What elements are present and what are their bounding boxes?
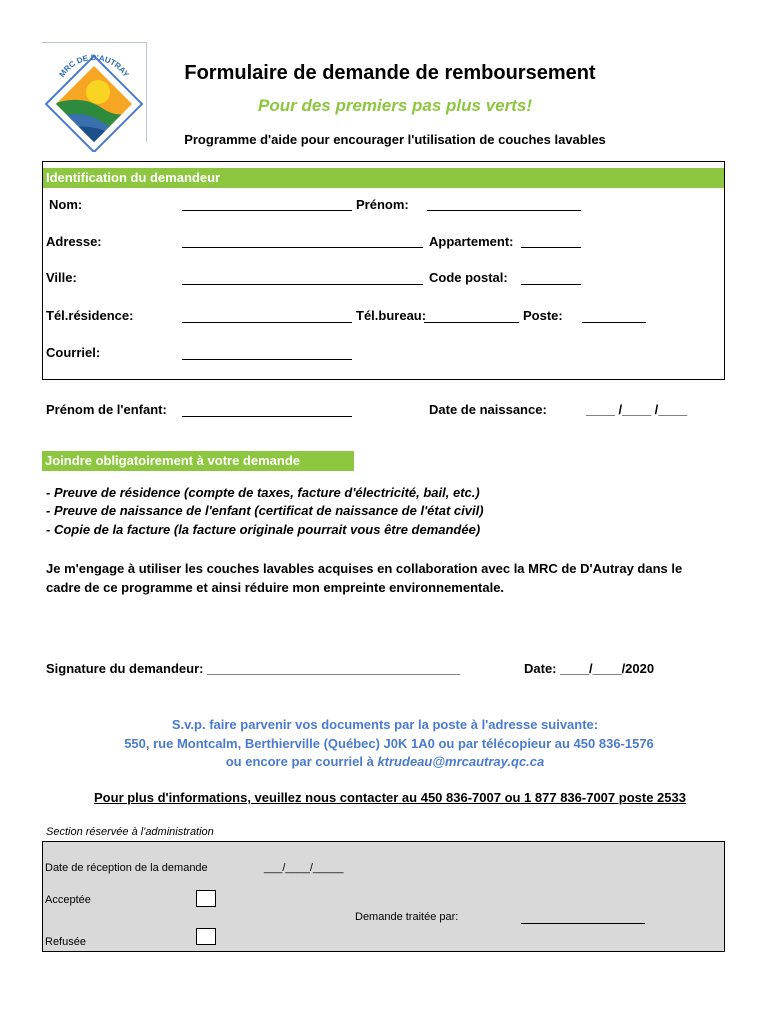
program-description: Programme d'aide pour encourager l'utilisation de couches lavables	[184, 132, 606, 147]
tel-bureau-field[interactable]	[424, 322, 519, 323]
tel-bureau-label: Tél.bureau:	[356, 308, 427, 323]
code-postal-field[interactable]	[521, 284, 581, 285]
attach-item-naissance: - Preuve de naissance de l'enfant (certificat de naissance de l'état civil)	[46, 503, 484, 518]
send-line-2: 550, rue Montcalm, Berthierville (Québec) J0K 1A0 ou par télécopieur au 450 836-1576	[124, 736, 654, 751]
appartement-label: Appartement:	[429, 234, 514, 249]
attach-header: Joindre obligatoirement à votre demande	[42, 451, 354, 471]
identification-header: Identification du demandeur	[43, 168, 724, 188]
adresse-field[interactable]	[182, 247, 423, 248]
date-naissance-label: Date de naissance:	[429, 402, 547, 417]
traitee-par-label: Demande traitée par:	[355, 911, 459, 923]
email-link[interactable]: ktrudeau@mrcautray.qc.ca	[377, 754, 545, 769]
more-info: Pour plus d'informations, veuillez nous contacter au 450 836-7007 ou 1 877 836-7007 poste 2533	[94, 790, 686, 805]
tel-residence-label: Tél.résidence:	[46, 308, 134, 323]
send-line-3	[0, 754, 770, 769]
attach-item-residence: - Preuve de résidence (compte de taxes, facture d'électricité, bail, etc.)	[46, 485, 480, 500]
signature-field[interactable]: Signature du demandeur: ___________________________________	[46, 661, 461, 676]
ville-label: Ville:	[46, 270, 77, 285]
prenom-enfant-label: Prénom de l'enfant:	[46, 402, 167, 417]
logo-text: MRC DE D'AUTRAY	[57, 53, 131, 79]
poste-label: Poste:	[523, 308, 563, 323]
date-reception-label: Date de réception de la demande	[45, 862, 208, 874]
prenom-enfant-field[interactable]	[182, 416, 352, 417]
prenom-label: Prénom:	[356, 197, 409, 212]
admin-section	[42, 841, 725, 952]
date-reception-field[interactable]: ___/____/_____	[264, 862, 344, 874]
tel-residence-field[interactable]	[182, 322, 352, 323]
appartement-field[interactable]	[521, 247, 581, 248]
adresse-label: Adresse:	[46, 234, 102, 249]
commitment-text: Je m'engage à utiliser les couches lavables acquises en collaboration avec la MRC de D'Autray dans le cadre de ce programme et ainsi réduire mon empreinte environnementale.	[46, 561, 683, 595]
nom-field[interactable]	[182, 210, 352, 211]
page-title: Formulaire de demande de remboursement	[184, 62, 596, 84]
prenom-field[interactable]	[427, 210, 581, 211]
courriel-field[interactable]	[182, 359, 352, 360]
traitee-par-field[interactable]	[521, 923, 645, 924]
acceptee-label: Acceptée	[45, 894, 91, 906]
courriel-label: Courriel:	[46, 345, 101, 360]
identification-section	[42, 161, 725, 380]
send-line-3-prefix: ou encore par courriel à	[225, 754, 378, 769]
nom-label: Nom:	[49, 197, 83, 212]
refusee-label: Refusée	[45, 936, 86, 948]
acceptee-checkbox[interactable]	[196, 890, 216, 907]
attach-item-facture: - Copie de la facture (la facture originale pourrait vous être demandée)	[46, 522, 481, 537]
logo-frame-right	[146, 42, 147, 142]
send-line-1: S.v.p. faire parvenir vos documents par la poste à l'adresse suivante:	[171, 717, 599, 732]
date-naissance-field[interactable]: ____ /____ /____	[586, 402, 688, 417]
code-postal-label: Code postal:	[429, 270, 508, 285]
page-subtitle: Pour des premiers pas plus verts!	[258, 96, 532, 115]
refusee-checkbox[interactable]	[196, 928, 216, 945]
ville-field[interactable]	[182, 284, 423, 285]
admin-section-label: Section réservée à l'administration	[46, 826, 214, 838]
signature-date[interactable]: Date: ____/____/2020	[524, 661, 655, 676]
poste-field[interactable]	[582, 322, 646, 323]
